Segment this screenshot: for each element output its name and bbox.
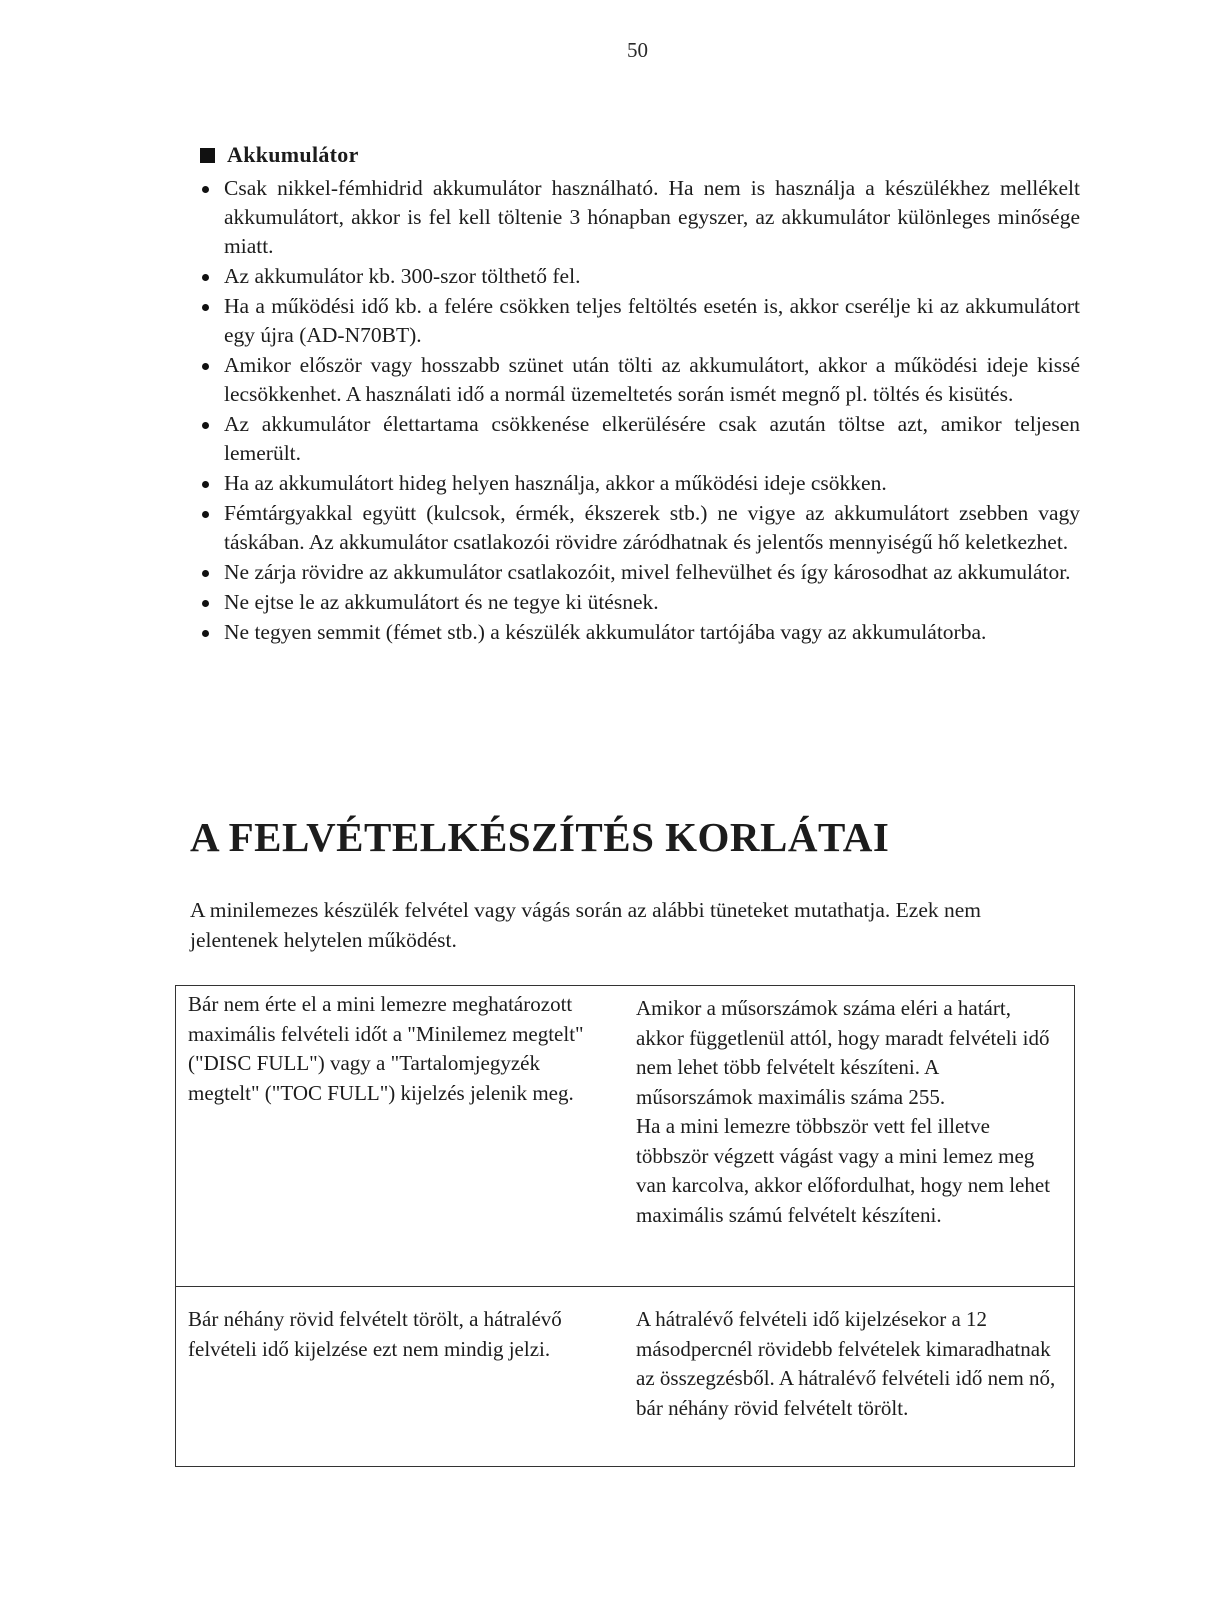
bullet-icon <box>202 630 209 637</box>
explanation-text: A hátralévő felvételi idő kijelzésekor a 12 másodpercnél rövidebb felvételek kimaradhatnak az összegzésből. A hátralévő felvételi idő nem nő, bár néhány rövid felvételt törölt. <box>636 1307 1056 1420</box>
list-item-text: Ne ejtse le az akkumulátort és ne tegye ki ütésnek. <box>224 590 659 614</box>
symptom-text: Bár nem érte el a mini lemezre meghatározott maximális felvételi időt a "Minilemez megtelt" ("DISC FULL") vagy a "Tartalomjegyzék megtelt" ("TOC FULL") kijelzés jelenik meg. <box>188 992 584 1105</box>
explanation-text: Amikor a műsorszámok száma eléri a határt, akkor függetlenül attól, hogy maradt felvételi idő nem lehet több felvételt készíteni. A műsorszámok maximális száma 255. <box>636 996 1050 1109</box>
list-item-text: Az akkumulátor élettartama csökkenése elkerülésére csak azután töltse azt, amikor teljesen lemerült. <box>224 412 1080 465</box>
list-item <box>200 499 1080 557</box>
accumulator-bullet-list <box>200 174 1080 647</box>
section-heading <box>200 140 1080 170</box>
bullet-icon <box>202 186 209 193</box>
bullet-icon <box>202 570 209 577</box>
explanation-text: Ha a mini lemezre többször vett fel illetve többször végzett vágást vagy a mini lemez meg van karcolva, akkor előfordulhat, hogy nem lehet maximális számú felvételt készíteni. <box>636 1114 1051 1227</box>
bullet-icon <box>202 304 209 311</box>
symptom-cell <box>176 986 626 1286</box>
recording-limits-table <box>175 985 1075 1467</box>
list-item-text: Csak nikkel-fémhidrid akkumulátor használható. Ha nem is használja a készülékhez mellékelt akkumulátort, akkor is fel kell töltenie 3 hónapban egyszer, az akkumulátor különleges minősége miatt. <box>224 176 1080 258</box>
symptom-cell <box>176 1287 626 1466</box>
list-item-text: Ne tegyen semmit (fémet stb.) a készülék akkumulátor tartójába vagy az akkumulátorba. <box>224 620 987 644</box>
list-item <box>200 292 1080 350</box>
list-item <box>200 174 1080 261</box>
list-item <box>200 410 1080 468</box>
bullet-icon <box>202 274 209 281</box>
list-item-text: Ha a működési idő kb. a felére csökken teljes feltöltés esetén is, akkor cserélje ki az akkumulátort egy újra (AD-N70BT). <box>224 294 1080 347</box>
table-row <box>176 986 1074 1286</box>
list-item-text: Amikor először vagy hosszabb szünet után tölti az akkumulátort, akkor a működési ideje kissé lecsökkenhet. A használati idő a normál üzemeltetés során ismét megnő pl. töltés és kisütés. <box>224 353 1080 406</box>
bullet-icon <box>202 600 209 607</box>
bullet-icon <box>202 511 209 518</box>
list-item <box>200 558 1080 587</box>
page-number: 50 <box>627 38 648 62</box>
explanation-cell <box>626 986 1074 1286</box>
list-item-text: Ne zárja rövidre az akkumulátor csatlakozóit, mivel felhevülhet és így károsodhat az akkumulátor. <box>224 560 1071 584</box>
list-item-text: Ha az akkumulátort hideg helyen használja, akkor a működési ideje csökken. <box>224 471 887 495</box>
intro-paragraph: A minilemezes készülék felvétel vagy vágás során az alábbi tüneteket mutathatja. Ezek nem jelentenek helytelen működést. <box>190 898 982 952</box>
list-item <box>200 469 1080 498</box>
page-title: A FELVÉTELKÉSZÍTÉS KORLÁTAI <box>190 814 890 860</box>
bullet-icon <box>202 422 209 429</box>
list-item <box>200 618 1080 647</box>
list-item-text: Az akkumulátor kb. 300-szor tölthető fel. <box>224 264 581 288</box>
explanation-cell <box>626 1287 1074 1466</box>
list-item-text: Fémtárgyakkal együtt (kulcsok, érmék, ékszerek stb.) ne vigye az akkumulátort zsebben vagy táskában. Az akkumulátor csatlakozói rövidre záródhatnak és jelentős mennyiségű hő keletkezhet. <box>224 501 1080 554</box>
table-row <box>176 1286 1074 1466</box>
accumulator-section <box>200 140 1080 648</box>
bullet-icon <box>202 481 209 488</box>
list-item <box>200 262 1080 291</box>
section-heading-text: Akkumulátor <box>227 142 359 167</box>
bullet-icon <box>202 363 209 370</box>
symptom-text: Bár néhány rövid felvételt törölt, a hátralévő felvételi idő kijelzése ezt nem mindig jelzi. <box>188 1307 562 1361</box>
list-item <box>200 351 1080 409</box>
list-item <box>200 588 1080 617</box>
square-bullet-icon <box>200 148 215 163</box>
